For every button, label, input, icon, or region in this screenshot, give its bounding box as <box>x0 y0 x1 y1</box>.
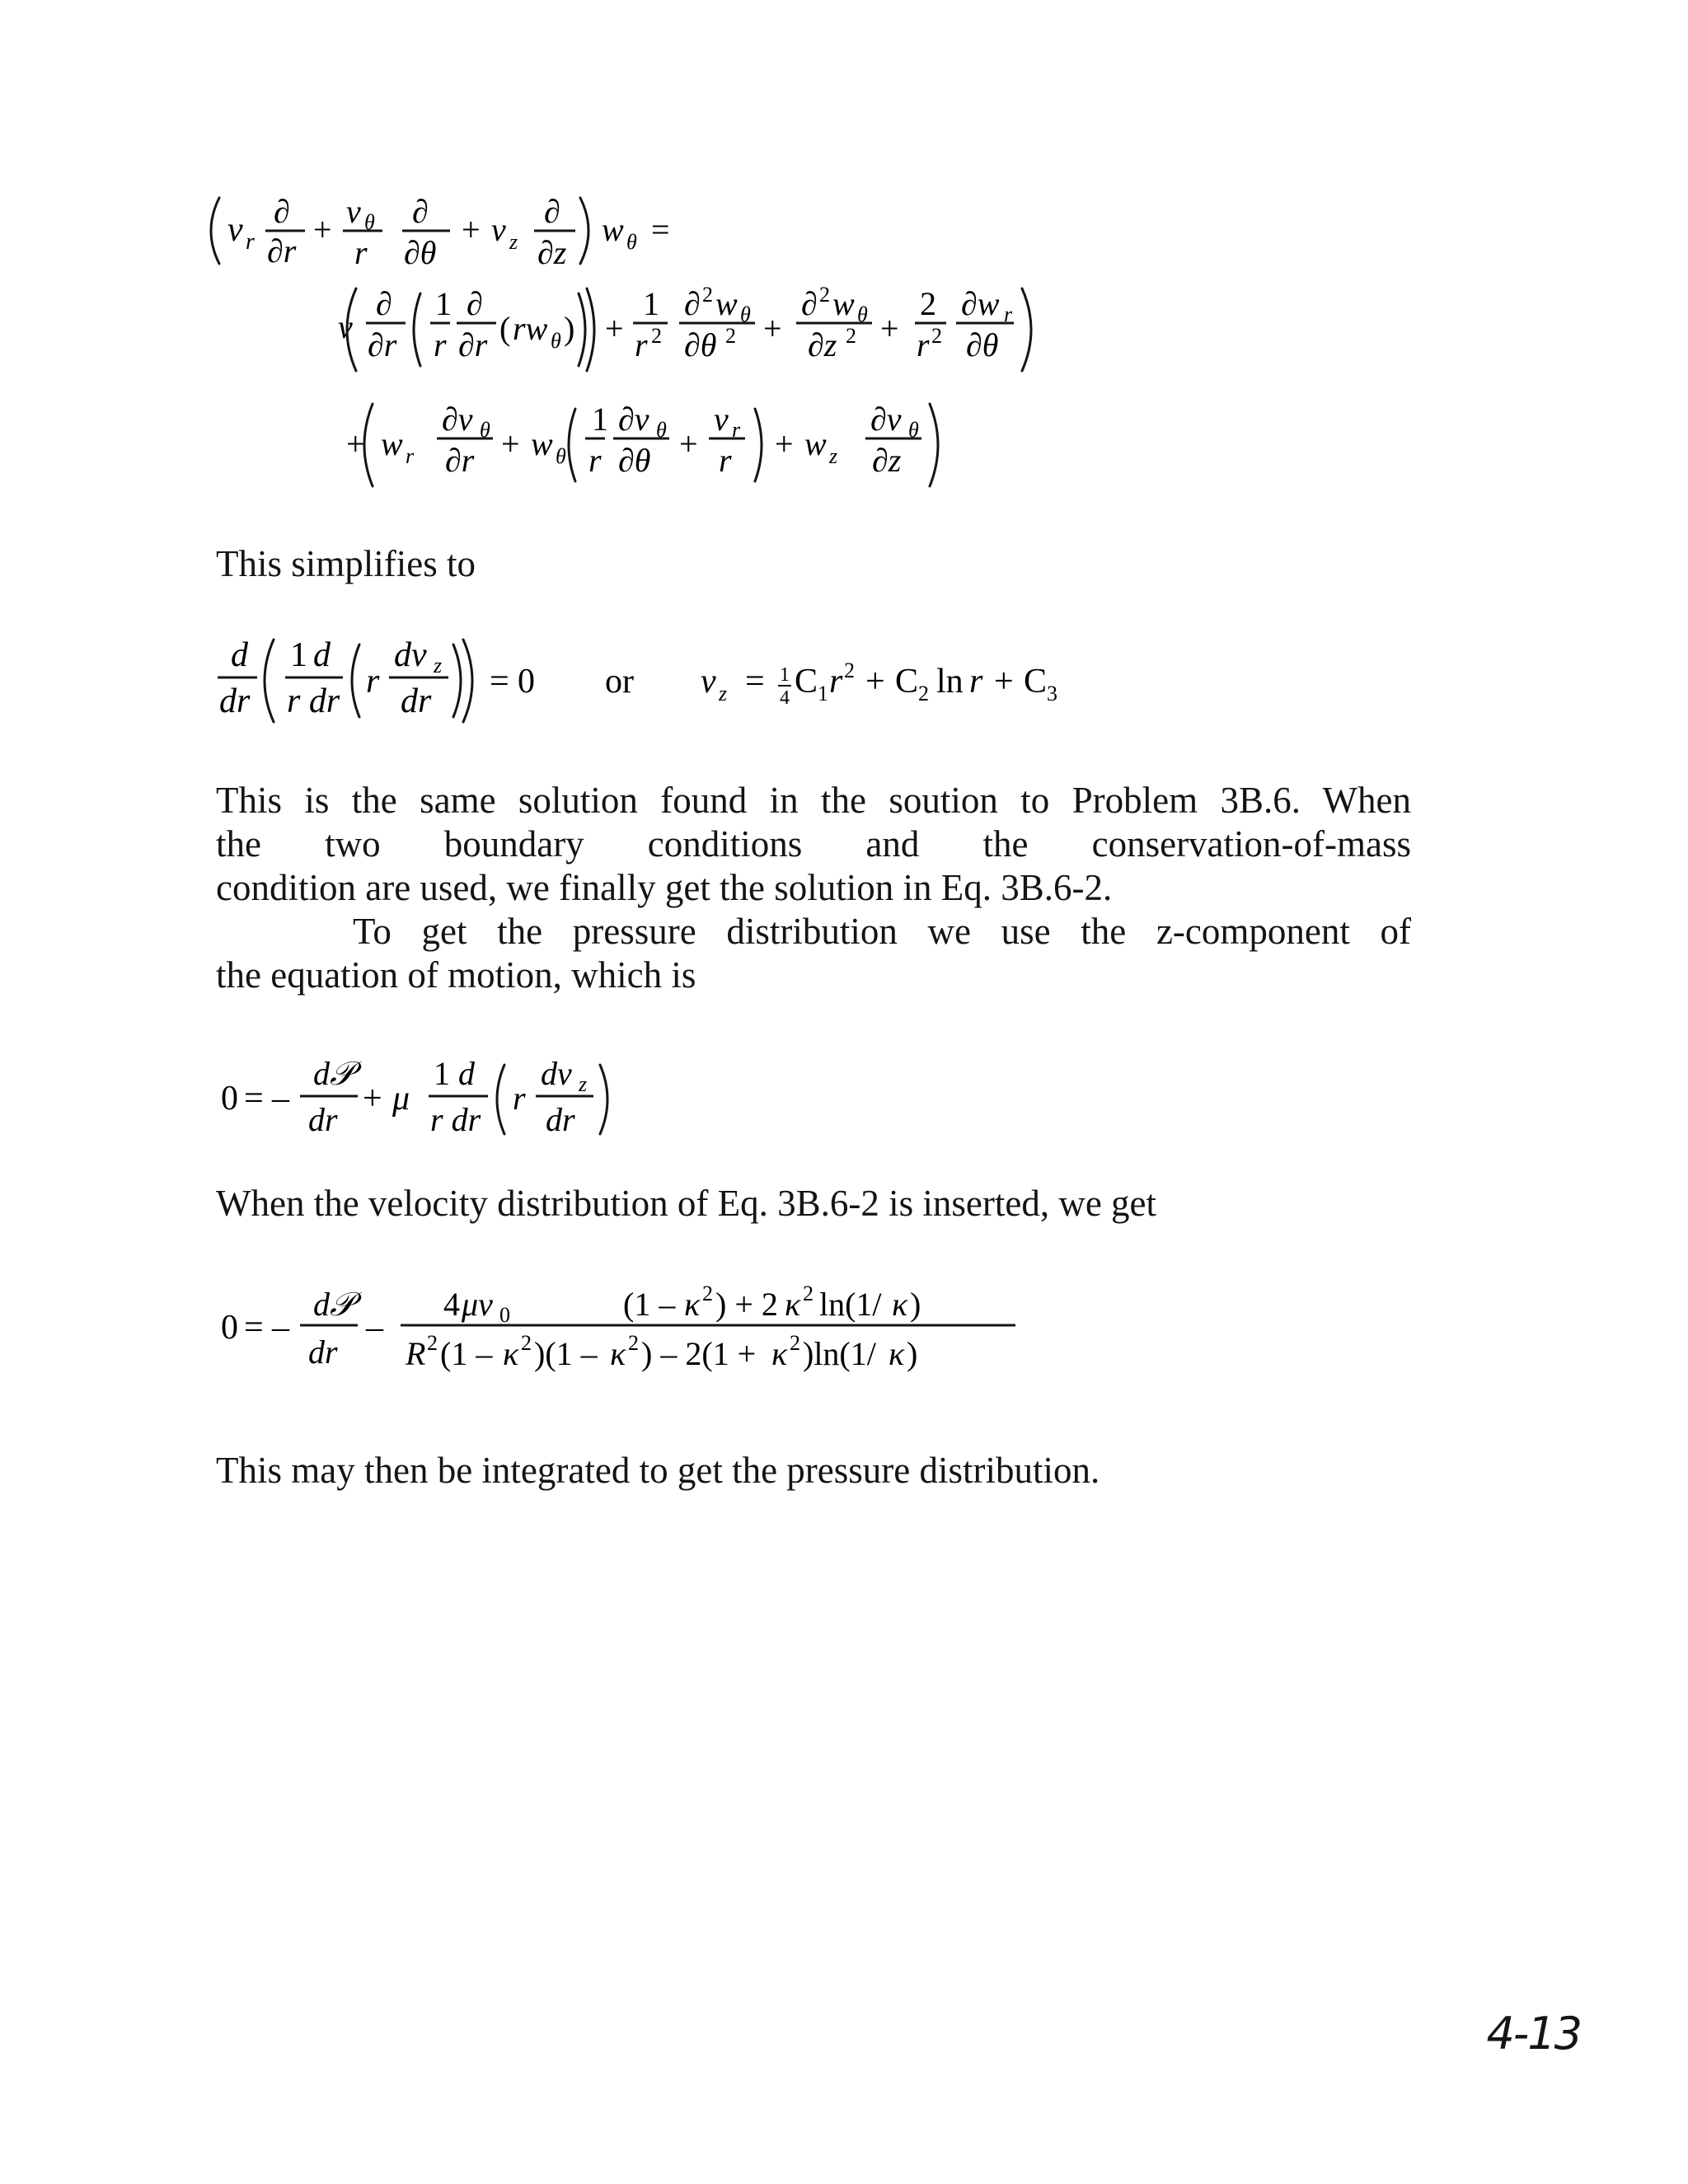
svg-text:dr: dr <box>308 1333 338 1371</box>
svg-text:–: – <box>272 1080 289 1118</box>
svg-text:d: d <box>458 1055 475 1092</box>
svg-text:2: 2 <box>725 324 736 348</box>
svg-text:2: 2 <box>844 658 855 682</box>
paragraph-velocity-inserted: When the velocity distribution of Eq. 3B.6-2 is inserted, we get <box>216 1183 1157 1224</box>
svg-text:θ: θ <box>740 302 751 326</box>
svg-text:∂w: ∂w <box>961 285 1000 322</box>
svg-text:3: 3 <box>1047 682 1057 705</box>
svg-text:r: r <box>588 442 602 479</box>
svg-text:w: w <box>602 211 624 248</box>
svg-text:v: v <box>701 663 716 701</box>
svg-text:) + 2: ) + 2 <box>715 1286 778 1323</box>
svg-text:∂z: ∂z <box>872 442 902 479</box>
svg-text:2: 2 <box>931 324 942 348</box>
svg-text:μv: μv <box>462 1286 493 1323</box>
svg-text:=: = <box>651 211 670 248</box>
svg-text:=: = <box>490 663 509 701</box>
svg-text:z: z <box>829 444 838 468</box>
svg-text:κ: κ <box>771 1335 788 1372</box>
svg-text:(1 –: (1 – <box>623 1286 676 1323</box>
svg-text:C: C <box>895 663 919 701</box>
svg-text:1: 1 <box>592 401 608 438</box>
paragraph-pressure-intro <box>216 910 1411 997</box>
svg-text:v: v <box>227 211 243 249</box>
svg-text:0: 0 <box>499 1303 510 1327</box>
svg-text:dr: dr <box>546 1101 575 1138</box>
or-label: or <box>605 663 634 701</box>
svg-text:κ: κ <box>889 1335 905 1372</box>
svg-text:∂: ∂ <box>376 285 392 322</box>
svg-text:(: ( <box>499 310 511 347</box>
svg-text:1: 1 <box>643 285 659 322</box>
svg-text:C: C <box>795 663 818 701</box>
svg-text:)ln(1/: )ln(1/ <box>803 1335 876 1372</box>
svg-text:∂: ∂ <box>274 193 290 230</box>
paragraph-simplifies: This simplifies to <box>216 543 476 584</box>
paragraph-integrated: This may then be integrated to get the pressure distribution. <box>216 1450 1100 1491</box>
svg-text:+: + <box>462 211 481 248</box>
svg-text:r: r <box>917 326 930 363</box>
svg-text:θ: θ <box>908 418 919 442</box>
svg-text:+: + <box>501 425 520 462</box>
svg-text:κ: κ <box>610 1335 626 1372</box>
svg-text:1: 1 <box>780 664 790 686</box>
svg-text:θ: θ <box>656 418 667 442</box>
svg-text:r: r <box>434 326 447 363</box>
svg-text:ν: ν <box>338 308 353 345</box>
svg-text:∂θ: ∂θ <box>966 326 999 363</box>
svg-text:∂: ∂ <box>544 193 560 230</box>
svg-text:r: r <box>513 1080 526 1117</box>
svg-text:+: + <box>865 663 885 701</box>
svg-text:0: 0 <box>221 1080 238 1118</box>
svg-text:θ: θ <box>364 210 375 234</box>
svg-text:1: 1 <box>435 285 452 322</box>
svg-text:μ: μ <box>392 1080 410 1118</box>
svg-text:2: 2 <box>427 1331 438 1355</box>
svg-text:∂z: ∂z <box>808 326 837 363</box>
svg-text:0: 0 <box>518 663 535 701</box>
svg-text:+: + <box>994 663 1014 701</box>
pressure-intro-line-2: the equation of motion, which is <box>216 954 696 996</box>
svg-text:+: + <box>313 211 332 248</box>
svg-text:z: z <box>579 1072 588 1096</box>
svg-text:+: + <box>363 1080 382 1118</box>
same-solution-line-1: This is the same solution found in the soution to Problem 3B.6. When <box>216 780 1411 821</box>
svg-text:+: + <box>679 425 698 462</box>
svg-text:∂z: ∂z <box>537 234 567 271</box>
svg-text:(1 –: (1 – <box>440 1335 493 1372</box>
svg-text:∂θ: ∂θ <box>618 442 651 479</box>
svg-text:κ: κ <box>684 1286 701 1323</box>
svg-text:d𝒫: d𝒫 <box>313 1286 354 1323</box>
same-solution-line-3: condition are used, we finally get the solution in Eq. 3B.6-2. <box>216 867 1113 908</box>
svg-text:1: 1 <box>290 636 307 674</box>
svg-text:–: – <box>366 1309 383 1347</box>
svg-text:2: 2 <box>702 1282 713 1305</box>
svg-text:2: 2 <box>628 1331 639 1355</box>
svg-text:r: r <box>354 234 368 271</box>
svg-text:+: + <box>605 310 624 347</box>
svg-text:θ: θ <box>556 444 566 468</box>
svg-text:r: r <box>732 418 741 442</box>
svg-text:)(1 –: )(1 – <box>534 1335 598 1372</box>
svg-text:r: r <box>635 326 648 363</box>
svg-text:w: w <box>832 285 855 322</box>
svg-text:κ: κ <box>503 1335 519 1372</box>
same-solution-line-2: the two boundary conditions and the conservation-of-mass <box>216 823 1411 865</box>
svg-text:v: v <box>714 401 729 438</box>
svg-text:∂v: ∂v <box>870 401 902 438</box>
svg-text:∂v: ∂v <box>618 401 649 438</box>
svg-text:2: 2 <box>846 324 856 348</box>
svg-text:v: v <box>346 193 361 230</box>
svg-text:∂θ: ∂θ <box>684 326 717 363</box>
svg-text:∂r: ∂r <box>458 326 488 363</box>
svg-text:4: 4 <box>443 1286 460 1323</box>
svg-text:+: + <box>346 425 365 462</box>
svg-text:=: = <box>244 1309 264 1347</box>
svg-text:∂: ∂ <box>684 285 701 322</box>
svg-text:∂r: ∂r <box>445 442 475 479</box>
svg-text:d: d <box>231 636 248 674</box>
svg-text:θ: θ <box>626 230 637 254</box>
svg-text:rw: rw <box>513 310 548 347</box>
equation-simplified-ode <box>206 626 1195 750</box>
svg-text:): ) <box>907 1335 918 1372</box>
svg-text:r: r <box>969 663 983 701</box>
svg-text:z: z <box>719 682 728 705</box>
svg-text:+: + <box>880 310 899 347</box>
svg-text:θ: θ <box>480 418 490 442</box>
svg-text:dv: dv <box>394 636 427 674</box>
svg-text:2: 2 <box>819 283 830 307</box>
svg-text:r dr: r dr <box>430 1101 481 1138</box>
svg-text:=: = <box>745 663 765 701</box>
svg-text:+: + <box>763 310 782 347</box>
svg-text:r dr: r dr <box>287 682 340 720</box>
svg-text:2: 2 <box>702 283 713 307</box>
svg-text:θ: θ <box>551 329 561 353</box>
svg-text:∂: ∂ <box>801 285 818 322</box>
svg-text:θ: θ <box>857 302 868 326</box>
svg-text:0: 0 <box>221 1309 238 1347</box>
svg-text:dv: dv <box>541 1055 572 1092</box>
svg-text:r: r <box>366 663 380 701</box>
svg-text:r: r <box>1004 302 1013 326</box>
svg-text:dr: dr <box>401 682 432 720</box>
svg-text:dr: dr <box>219 682 251 720</box>
svg-text:∂r: ∂r <box>267 232 297 269</box>
svg-text:z: z <box>434 654 443 677</box>
svg-text:r: r <box>829 663 843 701</box>
svg-text:κ: κ <box>785 1286 801 1323</box>
svg-text:1: 1 <box>818 682 828 705</box>
svg-text:1: 1 <box>434 1055 450 1092</box>
svg-text:w: w <box>715 285 738 322</box>
svg-text:4: 4 <box>780 687 790 709</box>
svg-text:2: 2 <box>918 682 929 705</box>
svg-text:–: – <box>272 1309 289 1347</box>
svg-text:R: R <box>406 1335 426 1372</box>
svg-text:r: r <box>246 229 255 255</box>
pressure-intro-line-1: To get the pressure distribution we use the z-component of <box>353 911 1411 952</box>
page-number: 4-13 <box>1486 2008 1581 2060</box>
svg-text:d𝒫: d𝒫 <box>313 1055 354 1092</box>
svg-text:2: 2 <box>920 285 936 322</box>
svg-text:w: w <box>804 425 827 462</box>
svg-text:∂r: ∂r <box>368 326 397 363</box>
svg-text:): ) <box>910 1286 921 1323</box>
svg-text:r: r <box>406 444 415 468</box>
svg-text:C: C <box>1024 663 1048 701</box>
equation-vorticity-transport <box>198 181 1187 527</box>
svg-text:z: z <box>509 230 518 254</box>
svg-text:ln: ln <box>936 663 964 701</box>
equation-z-motion <box>214 1047 709 1162</box>
equation-pressure-gradient <box>214 1269 1121 1409</box>
svg-text:∂: ∂ <box>467 285 483 322</box>
svg-text:∂: ∂ <box>412 193 429 230</box>
svg-text:2: 2 <box>790 1331 800 1355</box>
svg-text:∂θ: ∂θ <box>404 234 437 271</box>
svg-text:κ: κ <box>892 1286 908 1323</box>
svg-text:): ) <box>564 310 575 347</box>
svg-text:d: d <box>313 636 331 674</box>
svg-text:r: r <box>719 442 732 479</box>
svg-text:2: 2 <box>521 1331 532 1355</box>
svg-text:) – 2(1 +: ) – 2(1 + <box>641 1335 757 1372</box>
svg-text:2: 2 <box>803 1282 814 1305</box>
svg-text:2: 2 <box>651 324 662 348</box>
svg-text:=: = <box>244 1080 264 1118</box>
svg-text:+: + <box>775 425 794 462</box>
paragraph-same-solution <box>216 779 1411 910</box>
svg-text:dr: dr <box>308 1101 338 1138</box>
svg-text:v: v <box>491 211 506 248</box>
svg-text:w: w <box>381 425 403 462</box>
svg-text:ln(1/: ln(1/ <box>819 1286 882 1323</box>
svg-text:∂v: ∂v <box>442 401 473 438</box>
svg-text:w: w <box>531 425 553 462</box>
